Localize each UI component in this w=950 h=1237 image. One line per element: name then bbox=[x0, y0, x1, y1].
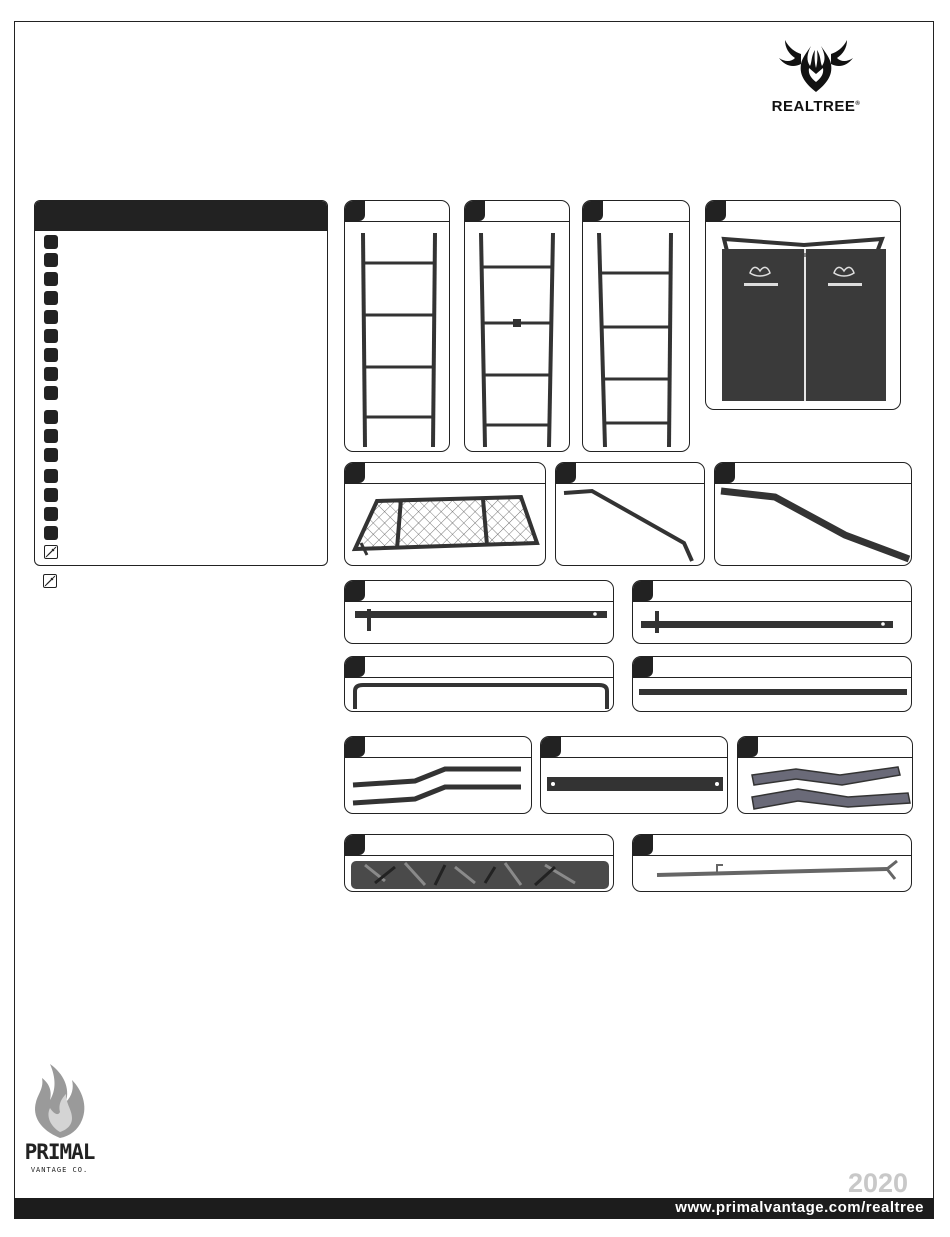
legend-marker bbox=[44, 386, 58, 400]
brackets-image bbox=[738, 757, 913, 814]
part-tag bbox=[345, 657, 365, 677]
part-tag bbox=[345, 737, 365, 757]
part-tag bbox=[345, 835, 365, 855]
bent-rail-image bbox=[556, 483, 705, 566]
part-bar-right bbox=[632, 580, 912, 644]
no-tool-icon bbox=[43, 574, 57, 588]
ladder-section-image bbox=[583, 221, 690, 451]
u-bar-image bbox=[345, 677, 614, 712]
ladder-section-image bbox=[345, 221, 450, 451]
part-tag bbox=[633, 835, 653, 855]
part-tag bbox=[541, 737, 561, 757]
parts-legend bbox=[34, 200, 328, 566]
part-bent-rail bbox=[555, 462, 705, 566]
footer-bar bbox=[14, 1198, 934, 1219]
part-tag bbox=[738, 737, 758, 757]
website-link[interactable]: www.primalvantage.com/realtree bbox=[675, 1199, 924, 1216]
straight-bar-image bbox=[633, 677, 912, 712]
legend-marker bbox=[44, 291, 58, 305]
bent-straps-image bbox=[345, 757, 532, 814]
legend-marker bbox=[44, 329, 58, 343]
part-long-arm bbox=[714, 462, 912, 566]
legend-marker bbox=[44, 469, 58, 483]
realtree-wordmark: REALTREE® bbox=[771, 98, 861, 115]
no-tool-icon bbox=[44, 545, 58, 559]
legend-marker bbox=[44, 272, 58, 286]
primal-vantage-logo bbox=[22, 1060, 102, 1180]
legend-marker bbox=[44, 429, 58, 443]
part-ladder-section-3 bbox=[582, 200, 690, 452]
legend-marker bbox=[44, 488, 58, 502]
part-adjustable-bar bbox=[632, 834, 912, 892]
flat-plate-image bbox=[541, 757, 728, 814]
part-ladder-section-1 bbox=[344, 200, 450, 452]
bar-image bbox=[633, 601, 912, 644]
part-tag bbox=[345, 581, 365, 601]
legend-marker bbox=[44, 507, 58, 521]
part-tag bbox=[633, 657, 653, 677]
part-tag bbox=[345, 463, 365, 483]
part-tag bbox=[465, 201, 485, 221]
part-tag bbox=[345, 201, 365, 221]
part-tag bbox=[706, 201, 726, 221]
camo-pad-image bbox=[345, 855, 614, 892]
ladder-section-image bbox=[465, 221, 570, 451]
antler-icon bbox=[771, 34, 861, 96]
realtree-logo bbox=[746, 34, 886, 124]
legend-marker bbox=[44, 310, 58, 324]
legend-marker bbox=[44, 348, 58, 362]
year-label: 2020 bbox=[848, 1168, 909, 1198]
part-seat bbox=[705, 200, 901, 410]
legend-marker bbox=[44, 367, 58, 381]
legend-marker bbox=[44, 235, 58, 249]
legend-marker bbox=[44, 526, 58, 540]
part-tag bbox=[633, 581, 653, 601]
part-ladder-section-2 bbox=[464, 200, 570, 452]
primal-subtitle: VANTAGE CO. bbox=[30, 1166, 89, 1174]
part-tag bbox=[715, 463, 735, 483]
part-u-bar bbox=[344, 656, 614, 712]
part-tag bbox=[583, 201, 603, 221]
legend-marker bbox=[44, 448, 58, 462]
legend-marker bbox=[44, 253, 58, 267]
adjustable-bar-image bbox=[633, 855, 912, 892]
flame-icon bbox=[22, 1060, 98, 1140]
seat-image bbox=[706, 221, 901, 410]
part-bar-left bbox=[344, 580, 614, 644]
platform-image bbox=[345, 483, 546, 566]
bar-image bbox=[345, 601, 614, 644]
part-bent-straps bbox=[344, 736, 532, 814]
part-platform bbox=[344, 462, 546, 566]
part-brackets bbox=[737, 736, 913, 814]
part-tag bbox=[556, 463, 576, 483]
legend-header bbox=[35, 201, 327, 231]
part-camo-pad bbox=[344, 834, 614, 892]
primal-wordmark: PRIMAL bbox=[24, 1140, 95, 1164]
part-flat-plate bbox=[540, 736, 728, 814]
part-straight-bar bbox=[632, 656, 912, 712]
long-arm-image bbox=[715, 483, 912, 566]
legend-marker bbox=[44, 410, 58, 424]
